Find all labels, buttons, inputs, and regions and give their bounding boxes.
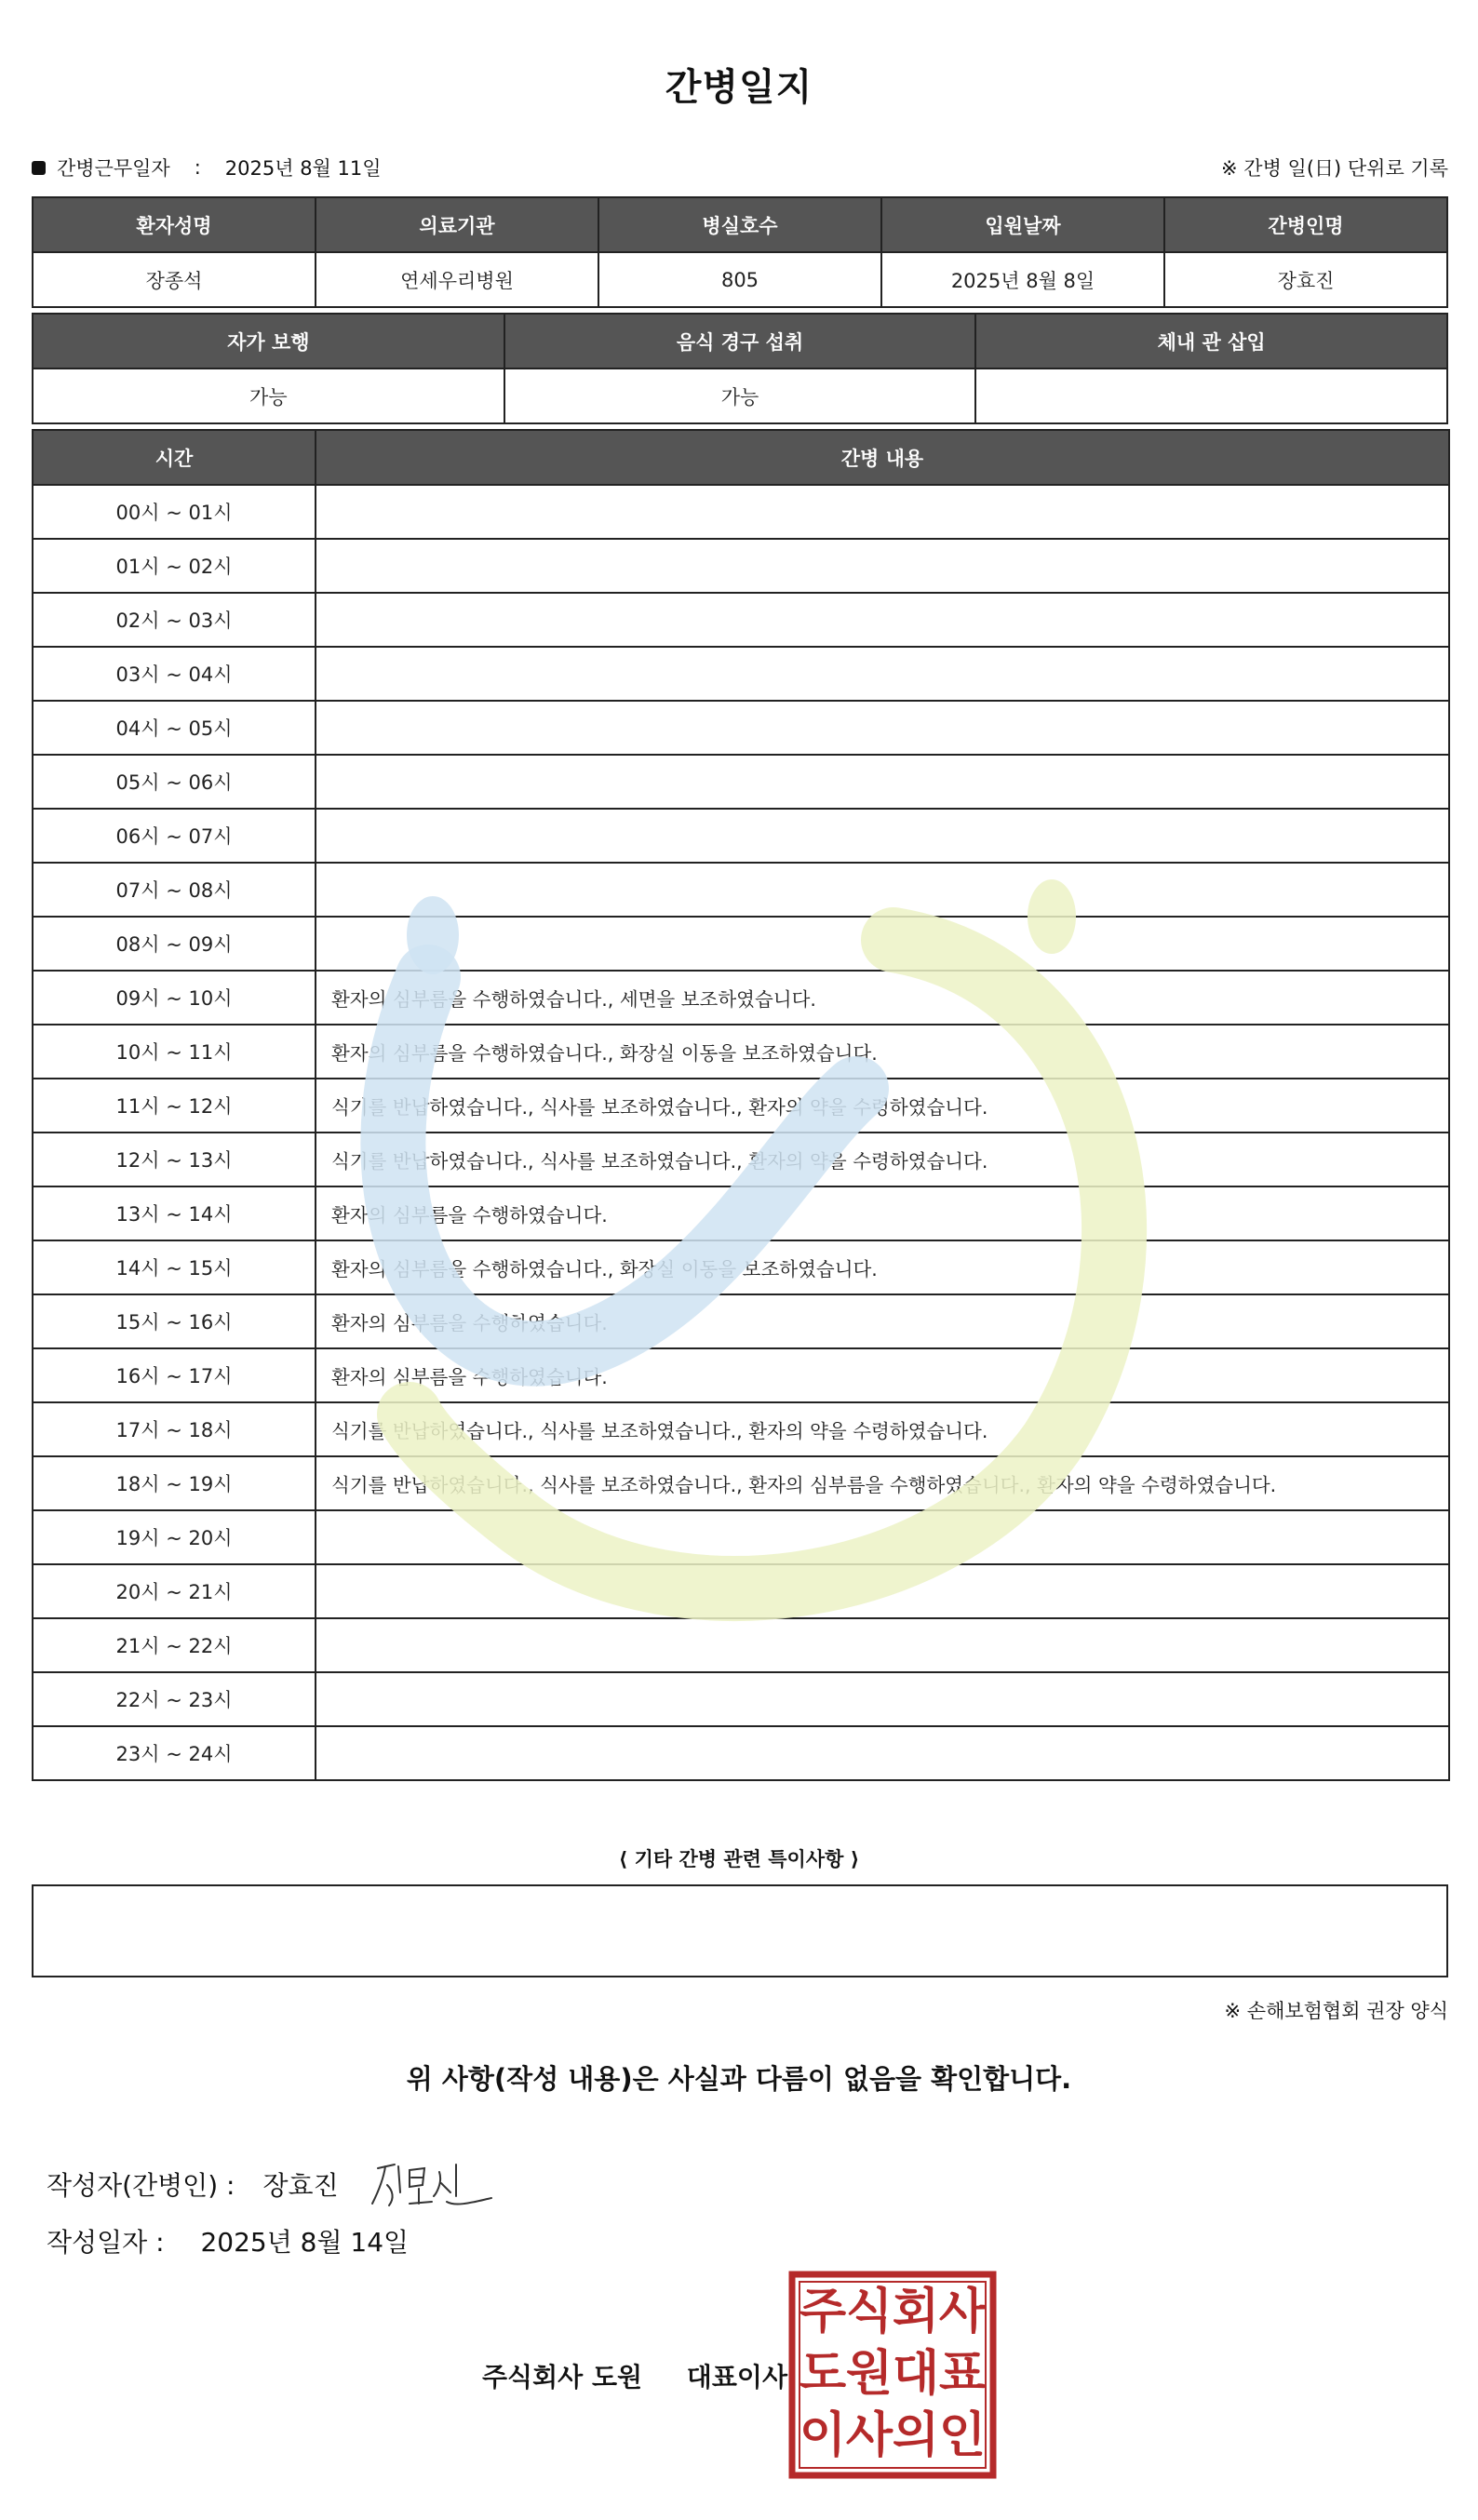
writer-label: 작성자(간병인) : xyxy=(47,2170,235,2201)
seal-character: 표 xyxy=(938,2346,987,2402)
log-row xyxy=(33,1240,1449,1294)
seal-character: 회 xyxy=(892,2284,940,2340)
log-time-cell: 10시 ~ 11시 xyxy=(33,1025,316,1079)
seal-character: 이 xyxy=(799,2407,847,2464)
log-row xyxy=(33,1726,1449,1780)
log-row xyxy=(33,485,1449,539)
writer-name: 장효진 xyxy=(262,2170,339,2201)
work-date-label: 간병근무일자 xyxy=(57,157,170,180)
log-content-cell xyxy=(316,647,1449,701)
log-time-cell: 15시 ~ 16시 xyxy=(33,1294,316,1348)
work-date xyxy=(32,154,382,181)
log-time-cell: 20시 ~ 21시 xyxy=(33,1564,316,1618)
log-content-cell: 환자의 심부름을 수행하였습니다. xyxy=(316,1186,1449,1240)
log-time-cell: 06시 ~ 07시 xyxy=(33,809,316,863)
log-content-cell xyxy=(316,917,1449,971)
seal-character: 사 xyxy=(845,2407,894,2464)
log-time-cell: 01시 ~ 02시 xyxy=(33,539,316,593)
remarks-box xyxy=(32,1884,1448,1977)
log-content-cell: 식기를 반납하였습니다., 식사를 보조하였습니다., 환자의 약을 수령하였습니다. xyxy=(316,1133,1449,1186)
header-oral-intake: 음식 경구 섭취 xyxy=(504,314,976,369)
log-row xyxy=(33,1079,1449,1133)
confirmation-statement: 위 사항(작성 내용)은 사실과 다름이 없음을 확인합니다. xyxy=(406,2063,1072,2095)
log-content-cell xyxy=(316,701,1449,755)
log-time-cell: 18시 ~ 19시 xyxy=(33,1456,316,1510)
log-row xyxy=(33,1672,1449,1726)
log-time-cell: 17시 ~ 18시 xyxy=(33,1402,316,1456)
seal-character: 대 xyxy=(892,2346,940,2402)
representative-title: 대표이사 xyxy=(686,2362,787,2393)
log-row xyxy=(33,593,1449,647)
log-content-cell xyxy=(316,863,1449,917)
oral-intake-value: 가능 xyxy=(504,369,976,423)
log-row xyxy=(33,1564,1449,1618)
log-time-cell: 08시 ~ 09시 xyxy=(33,917,316,971)
header-hospital: 의료기관 xyxy=(316,197,598,252)
log-time-cell: 23시 ~ 24시 xyxy=(33,1726,316,1780)
patient-status-table xyxy=(32,313,1448,424)
log-row xyxy=(33,1133,1449,1186)
log-time-cell: 00시 ~ 01시 xyxy=(33,485,316,539)
log-content-cell: 환자의 심부름을 수행하였습니다., 화장실 이동을 보조하였습니다. xyxy=(316,1025,1449,1079)
log-time-cell: 04시 ~ 05시 xyxy=(33,701,316,755)
log-content-cell xyxy=(316,485,1449,539)
log-content-cell xyxy=(316,1564,1449,1618)
log-row xyxy=(33,539,1449,593)
log-header-row xyxy=(33,430,1449,485)
seal-character: 의 xyxy=(892,2407,940,2464)
log-content-cell: 식기를 반납하였습니다., 식사를 보조하였습니다., 환자의 약을 수령하였습니다. xyxy=(316,1079,1449,1133)
seal-character: 도 xyxy=(799,2346,847,2402)
log-row xyxy=(33,809,1449,863)
header-caregiver-name: 간병인명 xyxy=(1164,197,1447,252)
log-content-cell: 환자의 심부름을 수행하였습니다., 세면을 보조하였습니다. xyxy=(316,971,1449,1025)
header-admission-date: 입원날짜 xyxy=(881,197,1164,252)
log-content-cell xyxy=(316,593,1449,647)
log-row xyxy=(33,971,1449,1025)
page-title: 간병일지 xyxy=(665,66,813,109)
work-date-value: 2025년 8월 11일 xyxy=(224,157,382,180)
seal-character: 식 xyxy=(845,2284,894,2340)
unit-note: ※ 간병 일(日) 단위로 기록 xyxy=(1221,157,1448,180)
header-tube-insertion: 체내 관 삽입 xyxy=(975,314,1447,369)
log-time-cell: 19시 ~ 20시 xyxy=(33,1510,316,1564)
log-time-cell: 11시 ~ 12시 xyxy=(33,1079,316,1133)
form-note: ※ 손해보험협회 권장 양식 xyxy=(1224,2000,1448,2022)
header-patient-name: 환자성명 xyxy=(33,197,316,252)
log-row xyxy=(33,1348,1449,1402)
status-value-row xyxy=(33,369,1447,423)
patient-info-table xyxy=(32,196,1448,308)
log-content-cell xyxy=(316,1672,1449,1726)
caregiver-name: 장효진 xyxy=(1164,252,1447,307)
log-content-cell xyxy=(316,1510,1449,1564)
remarks-title: ⟨ 기타 간병 관련 특이사항 ⟩ xyxy=(618,1848,860,1870)
status-header-row xyxy=(33,314,1447,369)
patient-info-header-row xyxy=(33,197,1447,252)
log-content-cell xyxy=(316,1726,1449,1780)
write-date-value: 2025년 8월 14일 xyxy=(200,2227,410,2258)
seal-character: 사 xyxy=(938,2284,987,2340)
log-time-cell: 09시 ~ 10시 xyxy=(33,971,316,1025)
log-row xyxy=(33,1510,1449,1564)
log-time-cell: 05시 ~ 06시 xyxy=(33,755,316,809)
header-care-content: 간병 내용 xyxy=(316,430,1449,485)
tube-insertion-value xyxy=(975,369,1447,423)
log-time-cell: 12시 ~ 13시 xyxy=(33,1133,316,1186)
header-room-number: 병실호수 xyxy=(598,197,881,252)
company-name: 주식회사 도원 xyxy=(482,2362,643,2393)
log-row xyxy=(33,917,1449,971)
log-row xyxy=(33,755,1449,809)
write-date-line xyxy=(47,2222,409,2259)
seal-character: 주 xyxy=(799,2284,847,2340)
company-seal-stamp xyxy=(788,2271,997,2479)
admission-date: 2025년 8월 8일 xyxy=(881,252,1164,307)
log-body xyxy=(33,485,1449,1780)
log-row xyxy=(33,1186,1449,1240)
seal-character: 인 xyxy=(938,2407,987,2464)
hourly-care-log-table xyxy=(32,429,1450,1781)
log-row xyxy=(33,647,1449,701)
log-content-cell: 환자의 심부름을 수행하였습니다. xyxy=(316,1348,1449,1402)
seal-character: 원 xyxy=(845,2346,894,2402)
hospital-name: 연세우리병원 xyxy=(316,252,598,307)
self-walking-value: 가능 xyxy=(33,369,504,423)
log-time-cell: 14시 ~ 15시 xyxy=(33,1240,316,1294)
log-content-cell xyxy=(316,809,1449,863)
log-time-cell: 21시 ~ 22시 xyxy=(33,1618,316,1672)
log-content-cell xyxy=(316,755,1449,809)
log-content-cell xyxy=(316,539,1449,593)
log-row xyxy=(33,1618,1449,1672)
log-time-cell: 22시 ~ 23시 xyxy=(33,1672,316,1726)
signature-image xyxy=(367,2155,497,2213)
meta-row xyxy=(32,152,1448,183)
writer-line xyxy=(47,2155,497,2213)
company-line xyxy=(482,2357,787,2394)
room-number: 805 xyxy=(598,252,881,307)
log-content-cell xyxy=(316,1618,1449,1672)
log-row xyxy=(33,863,1449,917)
log-time-cell: 13시 ~ 14시 xyxy=(33,1186,316,1240)
log-time-cell: 03시 ~ 04시 xyxy=(33,647,316,701)
header-self-walking: 자가 보행 xyxy=(33,314,504,369)
log-content-cell: 환자의 심부름을 수행하였습니다., 화장실 이동을 보조하였습니다. xyxy=(316,1240,1449,1294)
work-date-separator: : xyxy=(194,156,201,179)
log-row xyxy=(33,1025,1449,1079)
patient-name: 장종석 xyxy=(33,252,316,307)
log-time-cell: 07시 ~ 08시 xyxy=(33,863,316,917)
square-bullet-icon xyxy=(32,161,46,175)
log-time-cell: 02시 ~ 03시 xyxy=(33,593,316,647)
log-row xyxy=(33,1294,1449,1348)
log-content-cell: 식기를 반납하였습니다., 식사를 보조하였습니다., 환자의 심부름을 수행하였습니다., 환자의 약을 수령하였습니다. xyxy=(316,1456,1449,1510)
write-date-label: 작성일자 : xyxy=(47,2227,165,2258)
patient-info-value-row xyxy=(33,252,1447,307)
log-row xyxy=(33,1402,1449,1456)
header-time: 시간 xyxy=(33,430,316,485)
log-content-cell: 식기를 반납하였습니다., 식사를 보조하였습니다., 환자의 약을 수령하였습니다. xyxy=(316,1402,1449,1456)
log-content-cell: 환자의 심부름을 수행하였습니다. xyxy=(316,1294,1449,1348)
log-row xyxy=(33,1456,1449,1510)
log-row xyxy=(33,701,1449,755)
log-time-cell: 16시 ~ 17시 xyxy=(33,1348,316,1402)
